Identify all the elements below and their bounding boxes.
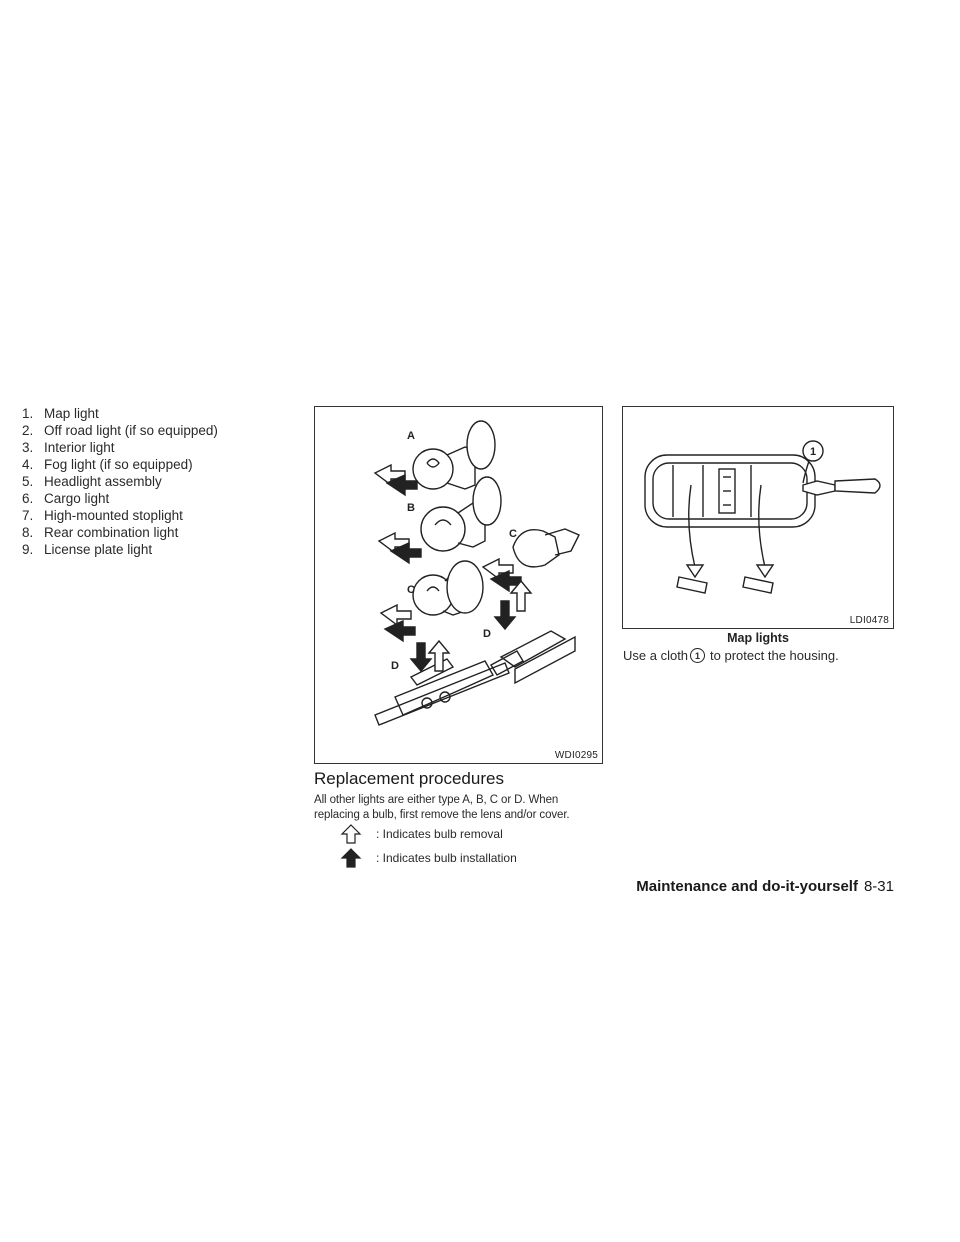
- page-number: 8-31: [863, 878, 894, 895]
- callout-number: 1: [810, 446, 817, 458]
- list-item: 9. License plate light: [22, 542, 153, 557]
- section-paragraph: All other lights are either type A, B, C or D. When replacing a bulb, first remove the lens and/or cover.: [314, 794, 570, 821]
- label-d-right: D: [483, 628, 491, 640]
- label-d-left: D: [391, 660, 399, 672]
- page-footer: [636, 878, 894, 895]
- figure-code: LDI0478: [849, 615, 889, 626]
- map-lights-figure: [622, 406, 894, 629]
- bulb-types-figure: [314, 406, 603, 764]
- bulb-types-illustration: [315, 407, 602, 763]
- legend-removal: : Indicates bulb removal: [340, 824, 503, 844]
- label-a: A: [407, 430, 415, 442]
- circled-number: 1: [690, 648, 705, 663]
- list-item: 4. Fog light (if so equipped): [22, 457, 193, 472]
- legend-installation: : Indicates bulb installation: [340, 848, 517, 868]
- list-item: 6. Cargo light: [22, 491, 110, 506]
- list-item: 8. Rear combination light: [22, 525, 179, 540]
- figure-caption: Map lights: [727, 631, 789, 645]
- outline-up-arrow-icon: [340, 824, 362, 844]
- label-c: C: [407, 584, 415, 596]
- label-b: B: [407, 502, 415, 514]
- section-title: Maintenance and do-it-yourself: [636, 878, 858, 895]
- light-locations-list: [22, 405, 218, 558]
- map-lights-illustration: [623, 407, 893, 628]
- list-item: 7. High-mounted stoplight: [22, 508, 183, 523]
- list-item: 3. Interior light: [22, 440, 115, 455]
- list-item: 5. Headlight assembly: [22, 474, 162, 489]
- list-item: 1. Map light: [22, 406, 99, 421]
- solid-up-arrow-icon: [340, 848, 362, 868]
- list-item: 2. Off road light (if so equipped): [22, 423, 218, 438]
- figure-code: WDI0295: [554, 750, 598, 761]
- section-heading: Replacement procedures: [314, 769, 504, 788]
- label-c-right: C: [509, 528, 517, 540]
- map-light-note: Use a cloth 1 to protect the housing.: [623, 648, 839, 663]
